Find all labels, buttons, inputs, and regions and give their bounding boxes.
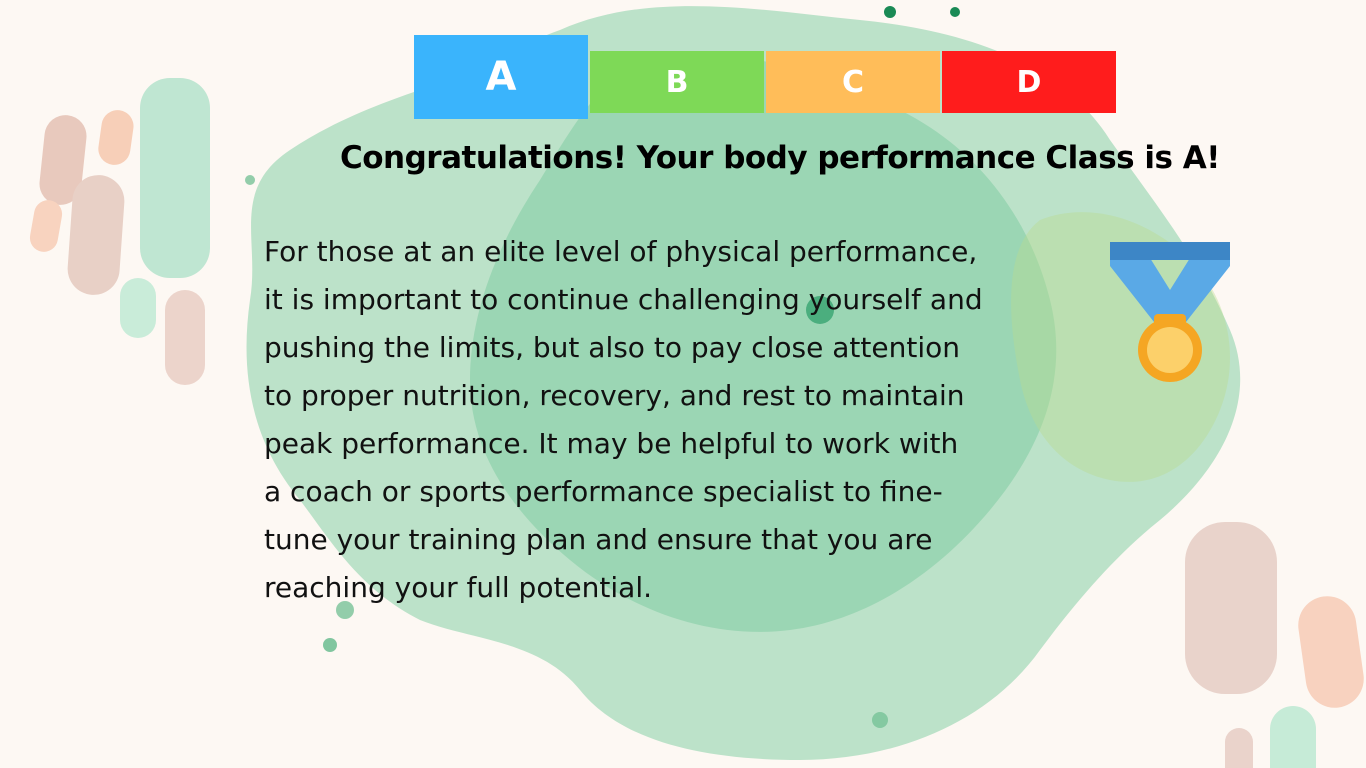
class-d-segment: D [942,51,1116,113]
description-line: tune your training plan and ensure that you are [264,523,933,556]
description-line: reaching your full potential. [264,571,652,604]
description-line: pushing the limits, but also to pay close attention [264,331,960,364]
description-line: peak performance. It may be helpful to work with [264,427,959,460]
class-a-segment: A [414,35,588,119]
medal-icon [1100,230,1240,390]
result-description [264,228,1064,612]
description-line: it is important to continue challenging yourself and [264,283,983,316]
result-headline: Congratulations! Your body performance Class is A! [340,140,1220,176]
description-line: to proper nutrition, recovery, and rest to maintain [264,379,965,412]
class-b-segment: B [590,51,764,113]
description-line: For those at an elite level of physical performance, [264,235,978,268]
description-line: a coach or sports performance specialist to fine- [264,475,943,508]
class-scale [414,35,1116,119]
class-c-segment: C [766,51,940,113]
